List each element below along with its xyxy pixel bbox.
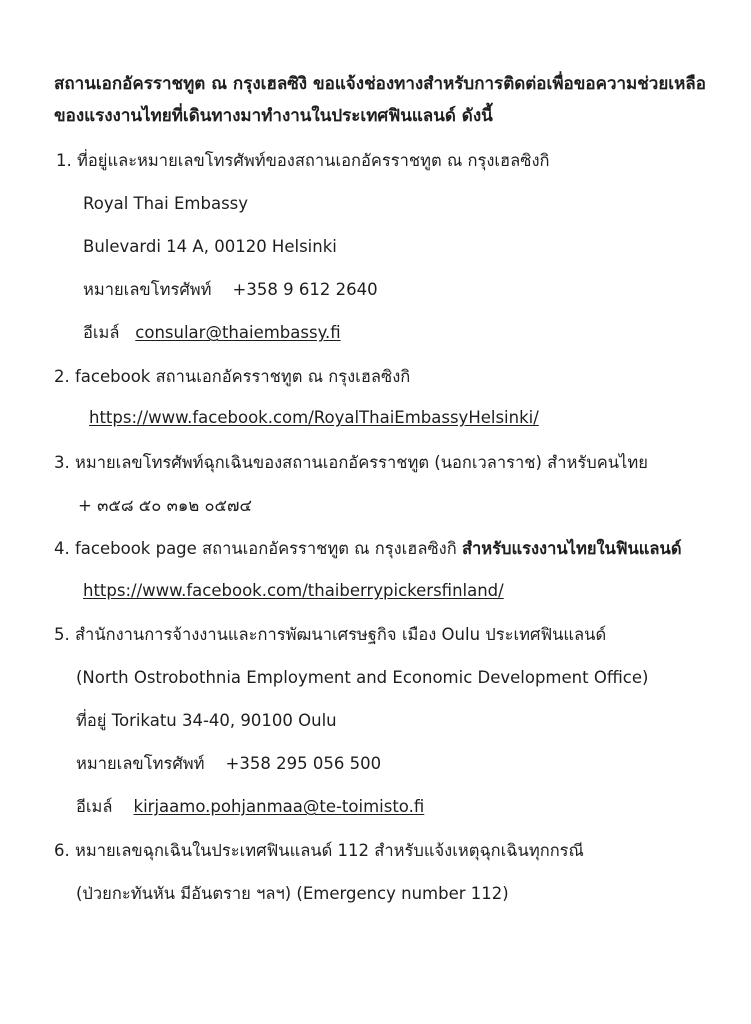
- item-4-facebook-link[interactable]: https://www.facebook.com/thaiberrypickersfinland/: [83, 581, 504, 600]
- item-5-email-link[interactable]: kirjaamo.pohjanmaa@te-toimisto.fi: [133, 797, 425, 816]
- item-5-phone-row: [76, 753, 381, 775]
- item-3-phone: + ๓๕๘ ๕๐ ๓๑๒ ๐๕๗๔: [78, 496, 252, 515]
- intro-line-2: ของแรงงานไทยที่เดินทางมาทำงานในประเทศฟินแลนด์ ดังนี้: [54, 106, 493, 126]
- item-5-phone: +358 295 056 500: [225, 754, 382, 773]
- item-2-url-row: [89, 407, 539, 429]
- item-1-email-link[interactable]: consular@thaiembassy.fi: [135, 323, 341, 342]
- item-6-note: (ป่วยกะทันหัน มีอันตราย ฯลฯ) (Emergency number 112): [76, 884, 509, 903]
- item-1-address: Bulevardi 14 A, 00120 Helsinki: [83, 237, 337, 256]
- item-4-heading: 4. facebook page สถานเอกอัครราชทูต ณ กรุงเฮลซิงกิ: [54, 539, 457, 558]
- item-5-email-row: [76, 796, 424, 818]
- item-5-address: ที่อยู่ Torikatu 34-40, 90100 Oulu: [76, 711, 337, 730]
- item-1-phone: +358 9 612 2640: [232, 280, 378, 299]
- item-4-heading-bold: สำหรับแรงงานไทยในฟินแลนด์: [461, 539, 682, 558]
- item-3-heading: 3. หมายเลขโทรศัพท์ฉุกเฉินของสถานเอกอัครราชทูต (นอกเวลาราช) สำหรับคนไทย: [54, 453, 648, 472]
- item-1-name: Royal Thai Embassy: [83, 194, 249, 213]
- item-5-email-label: อีเมล์: [76, 797, 113, 816]
- item-1-email-row: [83, 322, 341, 344]
- item-1-heading: 1. ที่อยู่และหมายเลขโทรศัพท์ของสถานเอกอัครราชทูต ณ กรุงเฮลซิงกิ: [56, 151, 550, 170]
- item-4-heading-row: [54, 538, 682, 560]
- intro-line-1: สถานเอกอัครราชทูต ณ กรุงเฮลซิงิ ขอแจ้งช่องทางสำหรับการติดต่อเพื่อขอความช่วยเหลือ: [54, 74, 706, 94]
- item-5-english-name: (North Ostrobothnia Employment and Economic Development Office): [76, 668, 649, 687]
- item-5-heading: 5. สำนักงานการจ้างงานและการพัฒนาเศรษฐกิจ เมือง Oulu ประเทศฟินแลนด์: [54, 625, 607, 644]
- item-1-email-label: อีเมล์: [83, 323, 120, 342]
- item-2-heading: 2. facebook สถานเอกอัครราชทูต ณ กรุงเฮลซิงกิ: [54, 367, 411, 386]
- item-1-phone-label: หมายเลขโทรศัพท์: [83, 280, 212, 299]
- item-6-heading: 6. หมายเลขฉุกเฉินในประเทศฟินแลนด์ 112 สำหรับแจ้งเหตุฉุกเฉินทุกกรณี: [54, 841, 584, 860]
- item-5-phone-label: หมายเลขโทรศัพท์: [76, 754, 205, 773]
- item-1-phone-row: [83, 279, 378, 301]
- item-4-url-row: [83, 580, 504, 602]
- item-2-facebook-link[interactable]: https://www.facebook.com/RoyalThaiEmbassyHelsinki/: [89, 408, 539, 427]
